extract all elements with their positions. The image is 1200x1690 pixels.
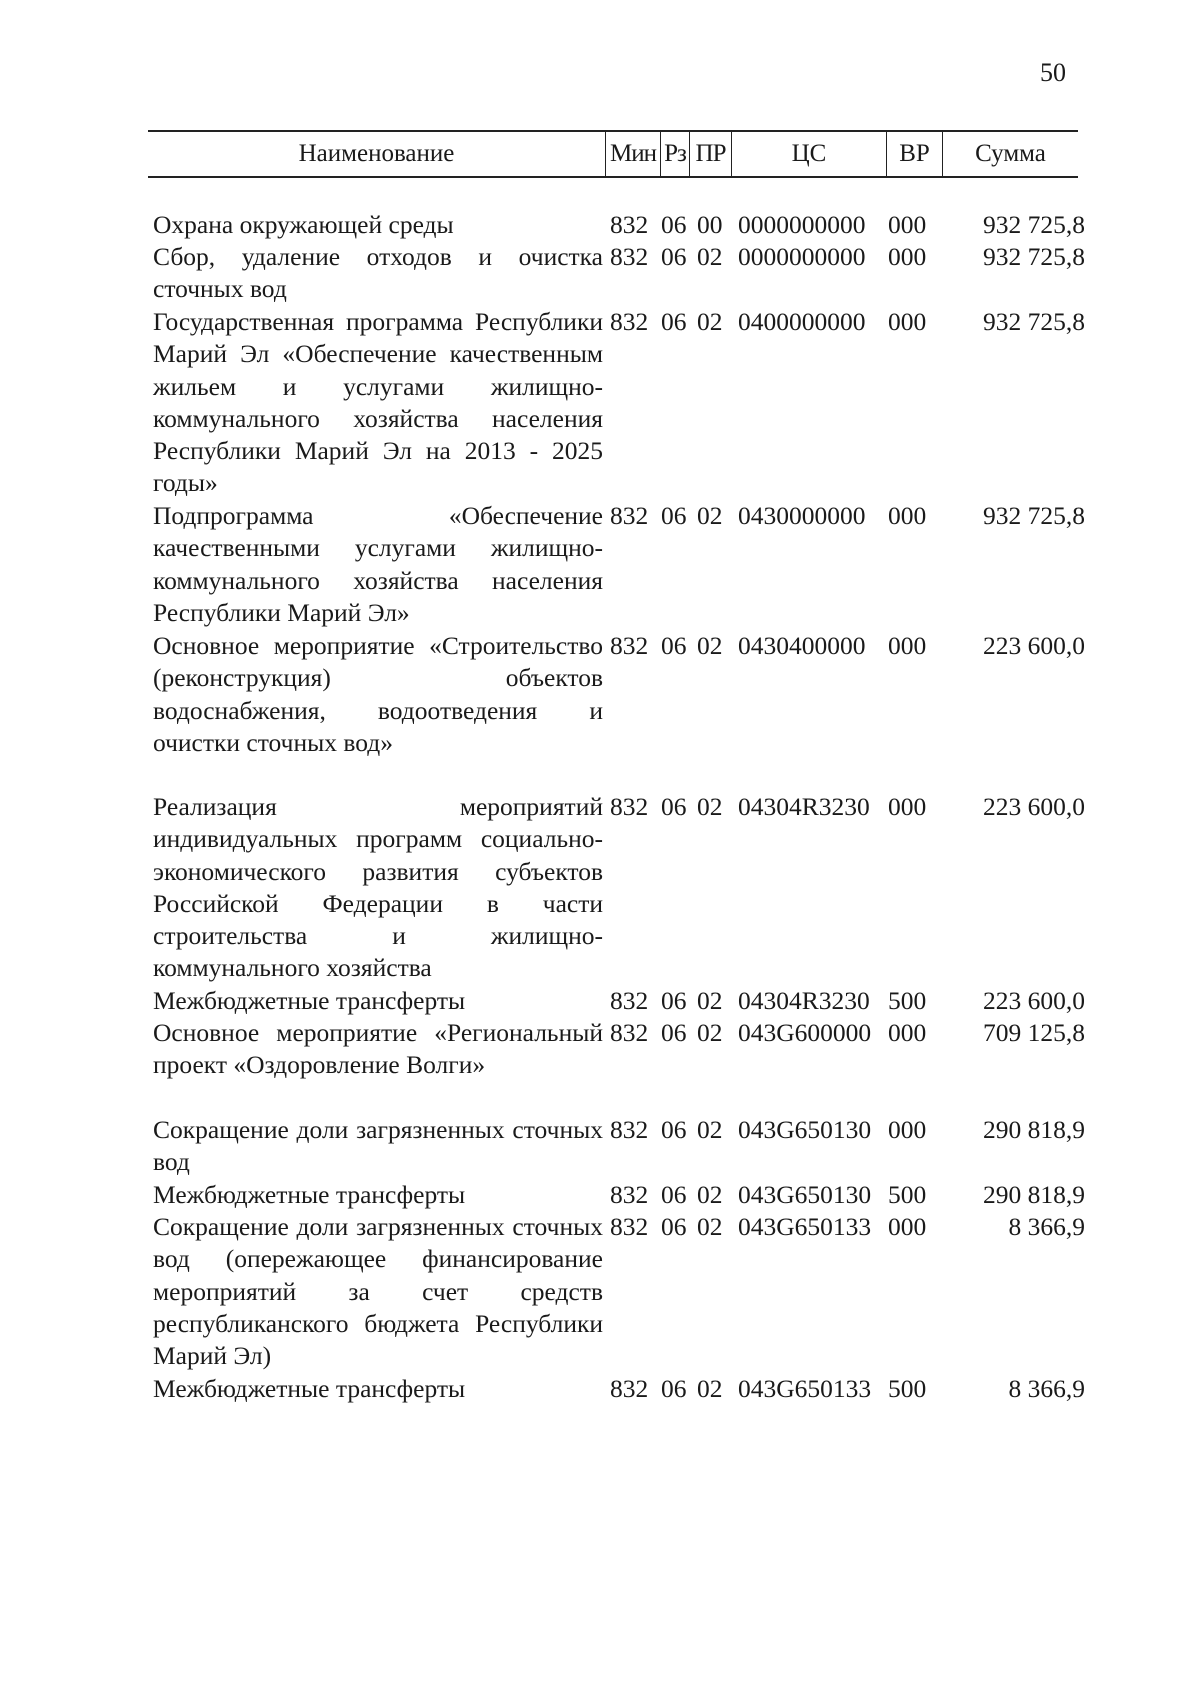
header-vr: ВР [886, 132, 942, 176]
row-rz: 06 [661, 242, 687, 271]
row-min: 832 [610, 1115, 649, 1144]
row-cs: 0430000000 [738, 501, 866, 530]
row-sum: 932 725,8 [983, 307, 1085, 336]
row-pr: 02 [697, 242, 723, 271]
row-rz: 06 [661, 1180, 687, 1209]
row-vr: 000 [888, 1115, 927, 1144]
row-rz: 06 [661, 307, 687, 336]
row-vr: 000 [888, 242, 927, 271]
row-cs: 0000000000 [738, 210, 866, 239]
row-cs: 0400000000 [738, 307, 866, 336]
row-pr: 00 [697, 210, 723, 239]
row-cs: 043G650130 [738, 1115, 872, 1144]
row-rz: 06 [661, 210, 687, 239]
row-name: Основное мероприятие «Региональный проект «Оздоровление Волги» [153, 1018, 603, 1080]
row-vr: 000 [888, 792, 927, 821]
row-sum: 8 366,9 [1008, 1374, 1085, 1403]
row-sum: 223 600,0 [983, 792, 1085, 821]
row-cs: 043G600000 [738, 1018, 872, 1047]
header-name: Наименование [298, 140, 455, 167]
row-pr: 02 [697, 1115, 723, 1144]
row-min: 832 [610, 210, 649, 239]
row-vr: 500 [888, 1180, 927, 1209]
row-pr: 02 [697, 986, 723, 1015]
row-min: 832 [610, 1212, 649, 1241]
row-rz: 06 [661, 1374, 687, 1403]
row-vr: 000 [888, 307, 927, 336]
row-name: Реализация мероприятий индивидуальных программ социально-экономического развития субъектов Российской Федерации в части строительства и жилищно-коммунального хозяйства [153, 792, 603, 983]
row-pr: 02 [697, 631, 723, 660]
row-name: Охрана окружающей среды [153, 210, 454, 239]
row-rz: 06 [661, 1115, 687, 1144]
row-name: Государственная программа Республики Марий Эл «Обеспечение качественным жильем и услугами жилищно-коммунального хозяйства населения Республики Марий Эл на 2013 - 2025 годы» [153, 307, 603, 498]
row-sum: 290 818,9 [983, 1180, 1085, 1209]
row-sum: 709 125,8 [983, 1018, 1085, 1047]
row-sum: 223 600,0 [983, 986, 1085, 1015]
row-name: Сокращение доли загрязненных сточных вод [153, 1115, 603, 1177]
row-rz: 06 [661, 986, 687, 1015]
row-vr: 000 [888, 1212, 927, 1241]
header-min: Мин [605, 132, 660, 176]
row-cs: 0430400000 [738, 631, 866, 660]
row-rz: 06 [661, 1212, 687, 1241]
row-min: 832 [610, 307, 649, 336]
row-vr: 500 [888, 986, 927, 1015]
row-rz: 06 [661, 631, 687, 660]
row-sum: 932 725,8 [983, 242, 1085, 271]
row-rz: 06 [661, 501, 687, 530]
row-vr: 000 [888, 501, 927, 530]
row-min: 832 [610, 986, 649, 1015]
row-min: 832 [610, 1018, 649, 1047]
row-rz: 06 [661, 792, 687, 821]
row-min: 832 [610, 242, 649, 271]
row-vr: 000 [888, 210, 927, 239]
row-pr: 02 [697, 307, 723, 336]
header-rz: Рз [660, 132, 689, 176]
row-min: 832 [610, 631, 649, 660]
row-cs: 043G650130 [738, 1180, 872, 1209]
row-sum: 8 366,9 [1008, 1212, 1085, 1241]
row-name: Сбор, удаление отходов и очистка сточных вод [153, 242, 603, 304]
row-pr: 02 [697, 1180, 723, 1209]
row-name: Межбюджетные трансферты [153, 986, 466, 1015]
row-cs: 04304R3230 [738, 986, 870, 1015]
row-cs: 043G650133 [738, 1212, 872, 1241]
row-min: 832 [610, 1374, 649, 1403]
row-sum: 932 725,8 [983, 210, 1085, 239]
header-sum: Сумма [942, 132, 1078, 176]
header-pr: ПР [689, 132, 731, 176]
row-sum: 290 818,9 [983, 1115, 1085, 1144]
row-name: Сокращение доли загрязненных сточных вод (опережающее финансирование мероприятий за счет средств республиканского бюджета Республики Марий Эл) [153, 1212, 603, 1371]
row-pr: 02 [697, 1018, 723, 1047]
row-pr: 02 [697, 1374, 723, 1403]
row-cs: 04304R3230 [738, 792, 870, 821]
row-pr: 02 [697, 792, 723, 821]
row-min: 832 [610, 501, 649, 530]
row-name: Межбюджетные трансферты [153, 1180, 466, 1209]
row-sum: 223 600,0 [983, 631, 1085, 660]
row-cs: 0000000000 [738, 242, 866, 271]
header-cs: ЦС [731, 132, 886, 176]
row-vr: 000 [888, 631, 927, 660]
row-name: Основное мероприятие «Строительство (реконструкция) объектов водоснабжения, водоотведения и очистки сточных вод» [153, 631, 603, 757]
page-number: 50 [1040, 58, 1066, 87]
row-sum: 932 725,8 [983, 501, 1085, 530]
row-vr: 500 [888, 1374, 927, 1403]
row-rz: 06 [661, 1018, 687, 1047]
row-pr: 02 [697, 501, 723, 530]
row-pr: 02 [697, 1212, 723, 1241]
row-vr: 000 [888, 1018, 927, 1047]
row-cs: 043G650133 [738, 1374, 872, 1403]
row-min: 832 [610, 1180, 649, 1209]
row-min: 832 [610, 792, 649, 821]
row-name: Подпрограмма «Обеспечение качественными услугами жилищно-коммунального хозяйства населения Республики Марий Эл» [153, 501, 603, 627]
row-name: Межбюджетные трансферты [153, 1374, 466, 1403]
